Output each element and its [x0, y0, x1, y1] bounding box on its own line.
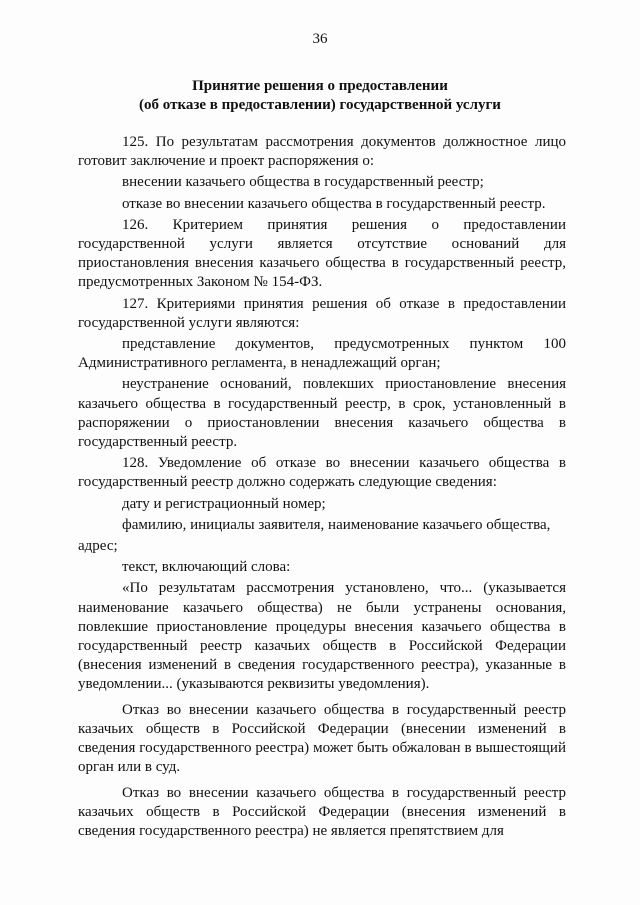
list-item: представление документов, предусмотренных пунктом 100 Административного регламента, в ненадлежащий орган;: [78, 336, 566, 372]
paragraph-127: 127. Критериями принятия решения об отказе в предоставлении государственной услуги являются:: [78, 295, 566, 331]
page-number: 36: [312, 31, 328, 47]
paragraph: Отказ во внесении казачьего общества в государственный реестр казачьих обществ в Российской Федерации (внесения изменений в сведения государственного реестра) не является препятствием для: [78, 784, 566, 839]
quoted-text-continuation: Отказ во внесении казачьего общества в государственный реестр казачьих обществ в Российской Федерации (внесении изменений в сведения государственного реестра) может быть обжалован в вышестоящий орган или в суд.: [78, 701, 566, 776]
list-item: текст, включающий слова:: [122, 559, 291, 576]
section-heading-line-2: (об отказе в предоставлении) государственной услуги: [139, 96, 501, 113]
list-item-continuation: адрес;: [78, 538, 118, 555]
paragraph-126: 126. Критерием принятия решения о предоставлении государственной услуги является отсутствие оснований для приостановления внесения казачьего общества в государственный реестр, предусмотренных Законом № 154-ФЗ.: [78, 216, 566, 291]
paragraph-128: 128. Уведомление об отказе во внесении казачьего общества в государственный реестр должно содержать следующие сведения:: [78, 455, 566, 491]
document-body: [78, 133, 566, 843]
list-item: фамилию, инициалы заявителя, наименование казачьего общества,: [122, 516, 551, 533]
list-item: отказе во внесении казачьего общества в государственный реестр.: [122, 195, 546, 212]
paragraph-125: 125. По результатам рассмотрения документов должностное лицо готовит заключение и проект распоряжения о:: [78, 134, 566, 170]
quoted-text: «По результатам рассмотрения установлено, что... (указывается наименование казачьего общества) не были устранены основания, повлекшие приостановление процедуры внесения казачьего общества в государственный реестр казачьих обществ в Российской Федерации (внесения изменений в сведения государственного реестра), указанные в уведомлении... (указываются реквизиты уведомления).: [78, 580, 566, 693]
section-heading: [0, 77, 640, 114]
list-item: неустранение оснований, повлекших приостановление внесения казачьего общества в государственный реестр, в срок, установленный в распоряжении о приостановлении внесения казачьего общества в государственный реестр.: [78, 376, 566, 451]
list-item: внесении казачьего общества в государственный реестр;: [122, 174, 484, 191]
list-item: дату и регистрационный номер;: [122, 495, 326, 512]
section-heading-line-1: Принятие решения о предоставлении: [192, 78, 448, 94]
